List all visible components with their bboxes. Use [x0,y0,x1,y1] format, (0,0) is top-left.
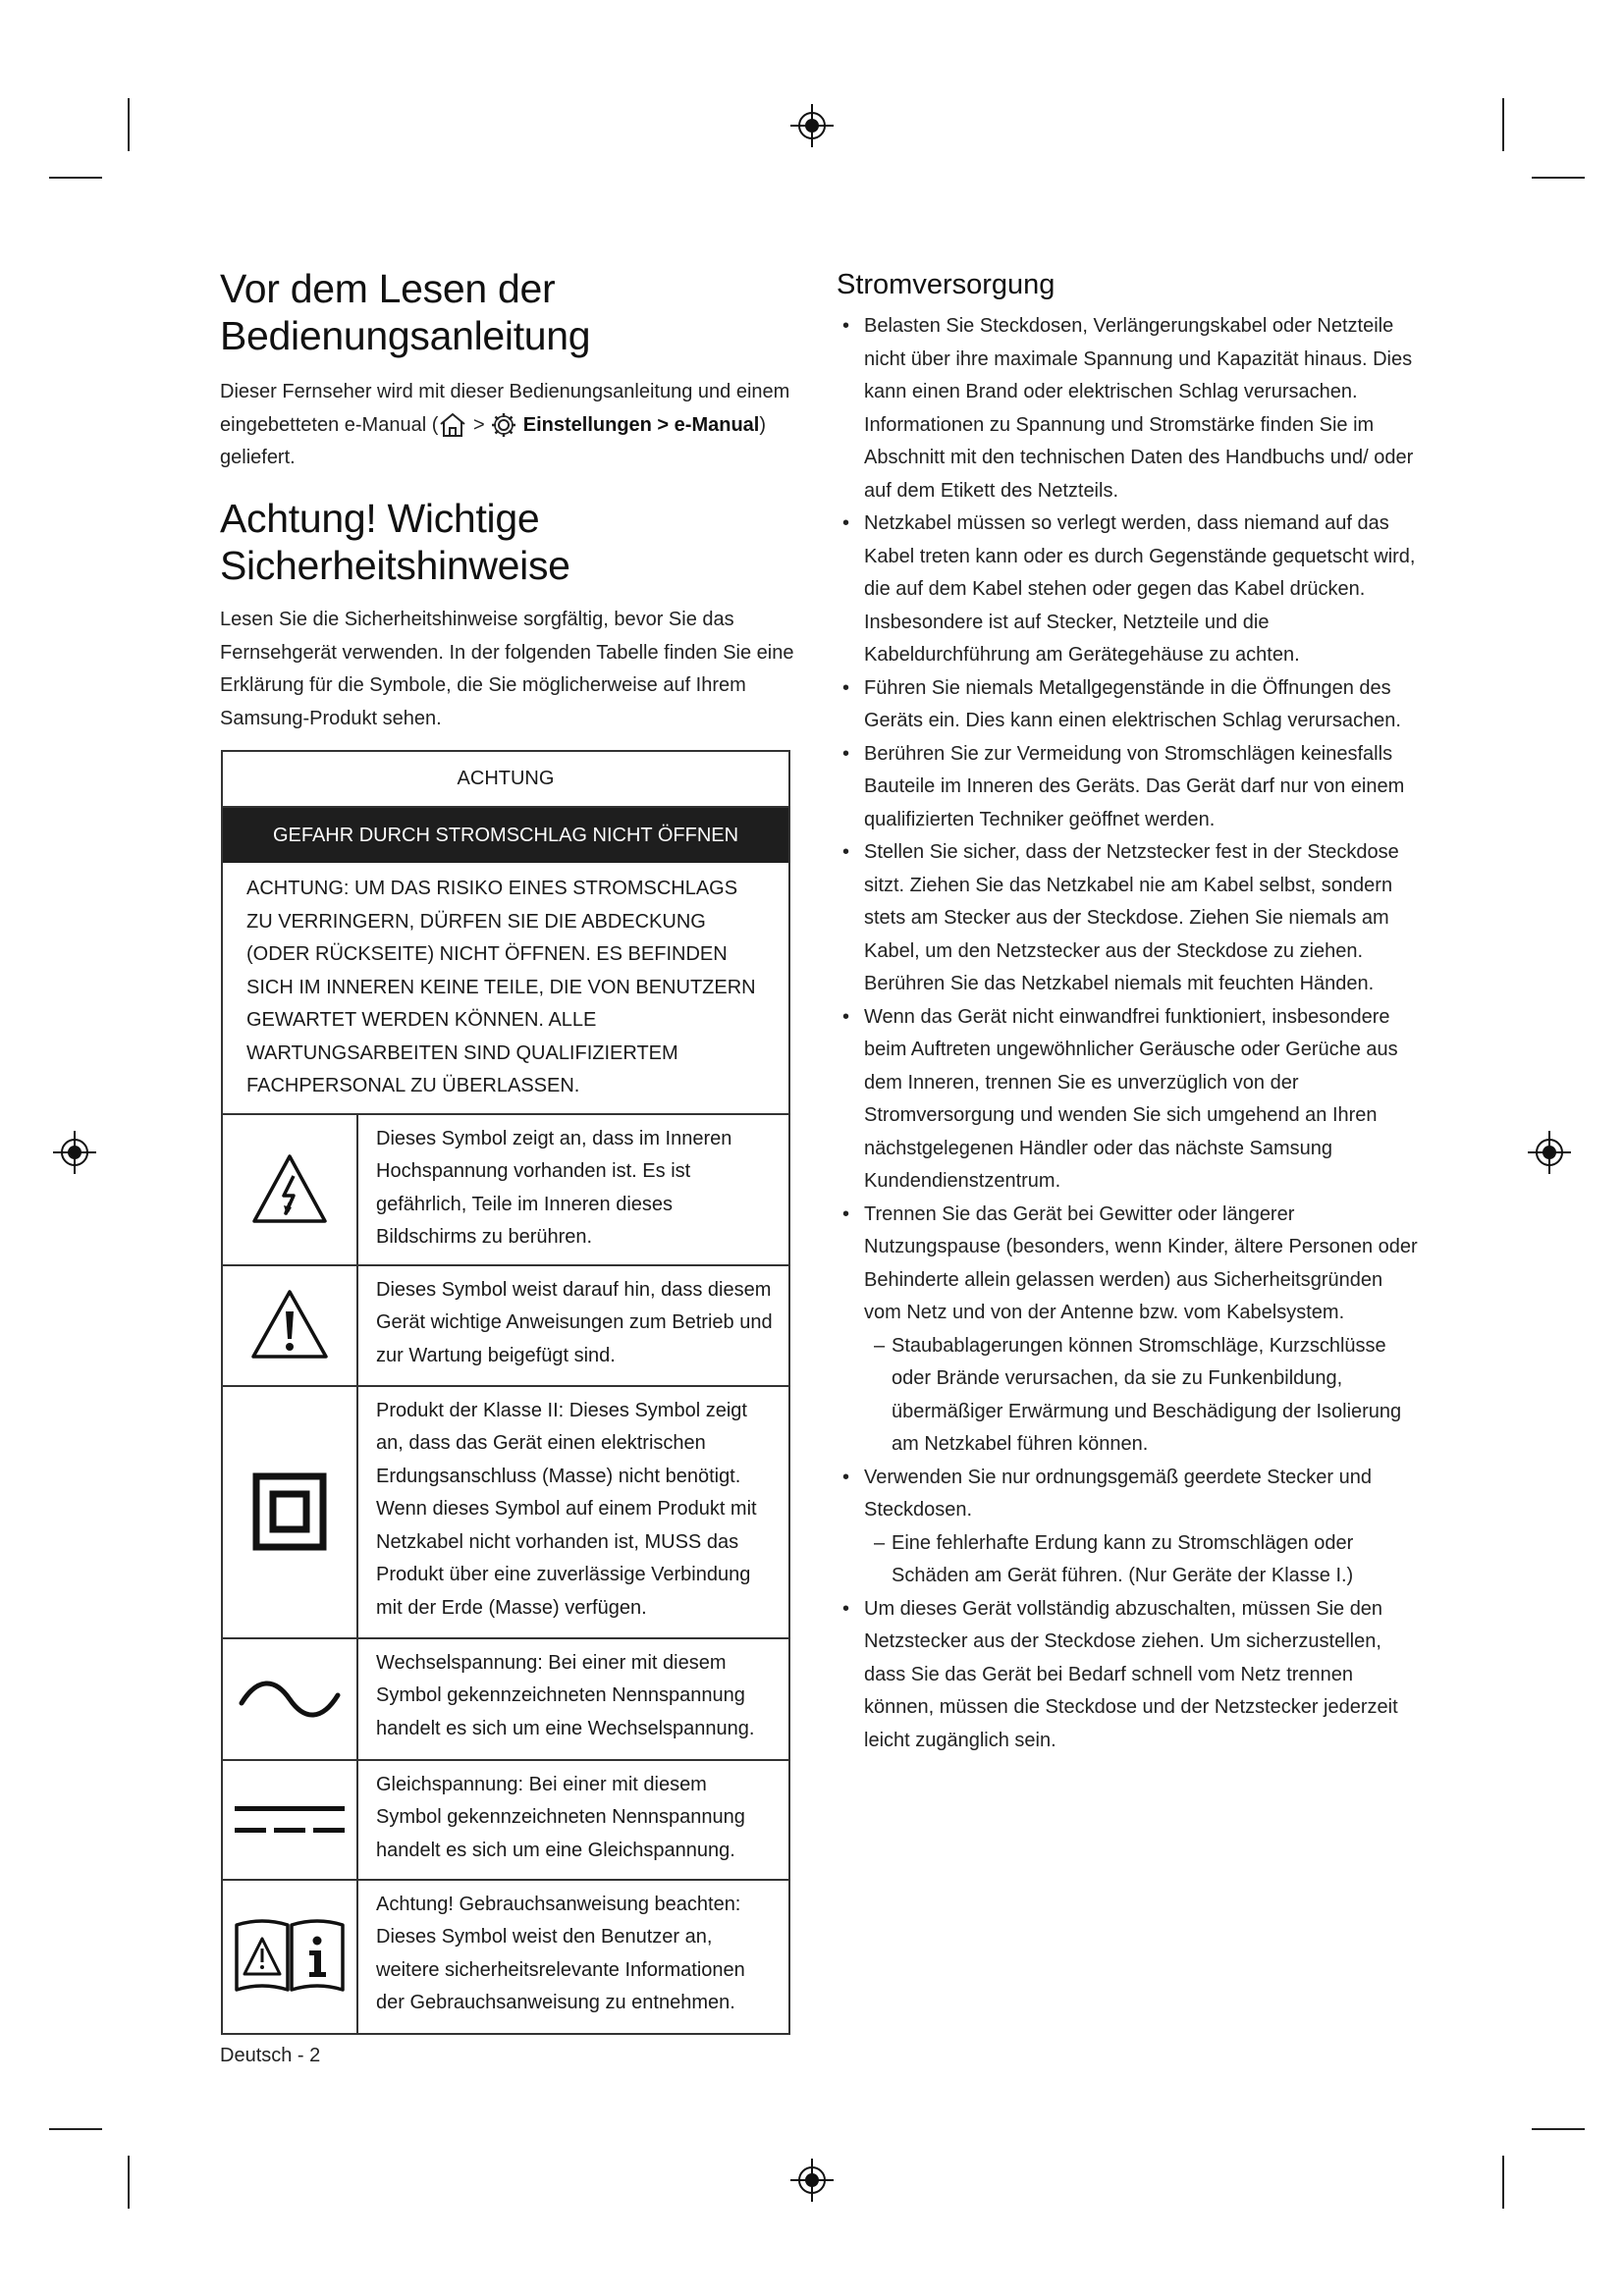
bullet-list [837,310,1420,1757]
power-section [837,267,1426,302]
bullet-text: Berühren Sie zur Vermeidung von Stromschlägen keinesfalls Bauteile im Inneren des Geräts. Das Gerät darf nur von einem qualifizierten Techniker geöffnet werden. [864,742,1405,830]
table-row [223,1387,788,1639]
table-header: ACHTUNG [223,752,788,808]
bullet-text: Führen Sie niemals Metallgegenstände in die Öffnungen des Geräts ein. Dies kann einen elektrischen Schlag verursachen. [864,676,1401,731]
symbol-description: Dieses Symbol zeigt an, dass im Inneren Hochspannung vorhanden ist. Es ist gefährlich, Teile im Inneren dieses Bildschirms zu berühren. [376,1127,732,1248]
registration-mark-icon [790,104,834,147]
symbol-cell [223,1387,358,1637]
table-row [223,1115,788,1266]
registration-mark-icon [53,1131,96,1174]
bullet-text: Um dieses Gerät vollständig abzuschalten, müssen Sie den Netzstecker aus der Steckdose ziehen. Um sicherzustellen, dass Sie das Gerät bei Bedarf schnell vom Netz trennen können, müssen die Steckdose und der Netzstecker jederzeit leicht zugänglich sein. [864,1597,1398,1751]
symbol-description: Gleichspannung: Bei einer mit diesem Symbol gekennzeichneten Nennspannung handelt es sich um eine Gleichspannung. [376,1773,745,1861]
sub-list-item: – Staubablagerungen können Stromschläge, Kurzschlüsse oder Brände verursachen, da sie zu Funkenbildung, übermäßiger Erwärmung und Beschädigung der Isolierung am Netzkabel führen können. [864,1330,1420,1462]
exclamation-triangle-icon [250,1288,329,1362]
list-item [837,1001,1420,1199]
crop-mark [128,98,130,151]
registration-mark-icon [790,2159,834,2202]
crop-mark [1502,2156,1504,2209]
registration-mark-icon [1528,1131,1571,1174]
list-item [837,1593,1420,1758]
crop-mark [1532,177,1585,179]
list-item [837,836,1420,1001]
list-item [837,738,1420,837]
symbol-cell [223,1115,358,1264]
intro-text-end: ) geliefert. [220,413,767,468]
list-item [837,310,1420,507]
safety-symbol-table [221,750,790,2035]
intro-text: Dieser Fernseher wird mit dieser Bedienungsanleitung und einem eingebetteten e-Manual ( [220,381,790,436]
symbol-description: Dieses Symbol weist darauf hin, dass diesem Gerät wichtige Anweisungen zum Betrieb und zur Wartung beigefügt sind. [376,1278,773,1366]
bullet-text: Stellen Sie sicher, dass der Netzstecker fest in der Steckdose sitzt. Ziehen Sie das Netzkabel nie am Kabel selbst, sondern stets am Stecker aus der Steckdose. Ziehen Sie niemals am Kabel, um den Netzstecker aus der Steckdose zu ziehen. Berühren Sie das Netzkabel niemals mit feuchten Händen. [864,841,1399,994]
crop-mark [128,2156,130,2209]
list-item [837,672,1420,738]
symbol-description: Produkt der Klasse II: Dieses Symbol zeigt an, dass das Gerät einen elektrischen Erdungsanschluss (Masse) nicht benötigt. Wenn dieses Symbol auf einem Produkt mit Netzkabel nicht vorhanden ist, MUSS das Produkt über eine zuverlässige Verbindung mit der Erde (Masse) verfügen. [376,1399,757,1619]
list-item [837,507,1420,672]
home-icon [438,411,467,439]
danger-banner: GEFAHR DURCH STROMSCHLAG NICHT ÖFFNEN [223,808,788,863]
crop-mark [1502,98,1504,151]
class-ii-double-square-icon [252,1465,327,1559]
table-row [223,1266,788,1387]
heading-safety: Achtung! Wichtige Sicherheitshinweise [220,496,570,588]
bullet-text: Belasten Sie Steckdosen, Verlängerungskabel oder Netzteile nicht über ihre maximale Spannung und Kapazität hinaus. Dies kann einen Brand oder elektrischen Schlag verursachen. Informationen zu Spannung und Stromstärke finden Sie im Abschnitt mit den technischen Daten des Handbuchs und/ oder auf dem Etikett des Netzteils. [864,315,1414,502]
warning-text: ACHTUNG: UM DAS RISIKO EINES STROMSCHLAGS ZU VERRINGERN, DÜRFEN SIE DIE ABDECKUNG (ODER RÜCKSEITE) NICHT ÖFFNEN. ES BEFINDEN SICH IM INNEREN KEINE TEILE, DIE VON BENUTZERN GEWARTET WERDEN KÖNNEN. ALLE WARTUNGSARBEITEN SIND QUALIFIZIERTEM FACHPERSONAL ZU ÜBERLASSEN. [223,863,788,1115]
high-voltage-icon [250,1150,329,1229]
symbol-description: Achtung! Gebrauchsanweisung beachten: Dieses Symbol weist den Benutzer an, weitere sicherheitsrelevante Informationen der Gebrauchsanweisung zu entnehmen. [376,1893,745,2013]
table-row [223,1761,788,1881]
list-item [837,1462,1420,1593]
sub-list [864,1527,1420,1593]
symbol-description: Wechselspannung: Bei einer mit diesem Symbol gekennzeichneten Nennspannung handelt es sich um eine Wechselspannung. [376,1651,755,1739]
symbol-cell [223,1881,358,2033]
sub-list [864,1330,1420,1462]
menu-separator: > [472,413,485,436]
heading-before-reading: Vor dem Lesen der Bedienungsanleitung [220,266,591,358]
power-bullets [837,310,1420,1757]
ac-voltage-icon [236,1678,344,1721]
heading-power: Stromversorgung [837,269,1056,300]
symbol-cell [223,1639,358,1759]
list-item [837,1199,1420,1462]
bullet-text: Trennen Sie das Gerät bei Gewitter oder längerer Nutzungspause (besonders, wenn Kinder, ältere Personen oder Behinderte allein gelassen werden) aus Sicherheitsgründen vom Netz und von der Antenne bzw. vom Kabelsystem. [864,1202,1418,1323]
before-reading-section [220,265,632,359]
crop-mark [49,2128,102,2130]
bullet-text: Netzkabel müssen so verlegt werden, dass niemand auf das Kabel treten kann oder es durch Gegenstände gequetscht wird, die auf dem Kabel stehen oder gegen das Kabel drücken. Insbesondere ist auf Stecker, Netzteile und die Kabeldurchführung am Gerätegehäuse zu achten. [864,512,1416,666]
sub-list-item: – Eine fehlerhafte Erdung kann zu Stromschlägen oder Schäden am Gerät führen. (Nur Geräte der Klasse I.) [864,1527,1420,1593]
bullet-text: Verwenden Sie nur ordnungsgemäß geerdete Stecker und Steckdosen. [864,1466,1373,1521]
dc-voltage-icon [233,1800,347,1840]
crop-mark [1532,2128,1585,2130]
page-footer: Deutsch - 2 [220,2045,321,2066]
symbol-cell [223,1761,358,1879]
menu-path: Einstellungen > e-Manual [522,413,760,436]
safety-intro: Lesen Sie die Sicherheitshinweise sorgfältig, bevor Sie das Fernsehgerät verwenden. In der folgenden Tabelle finden Sie eine Erklärung für die Symbole, die Sie möglicherweise auf Ihrem Samsung-Produkt sehen. [220,609,794,729]
manual-caution-info-icon [231,1917,349,1996]
symbol-cell [223,1266,358,1385]
crop-mark [49,177,102,179]
table-row [223,1639,788,1761]
intro-paragraph [220,376,809,475]
gear-icon [490,411,517,439]
table-row [223,1881,788,2033]
safety-section [220,495,731,589]
bullet-text: Wenn das Gerät nicht einwandfrei funktioniert, insbesondere beim Auftreten ungewöhnlicher Geräusche oder Gerüche aus dem Inneren, trennen Sie es unverzüglich von der Stromversorgung und wenden Sie sich umgehend an Ihren nächstgelegenen Händler oder das nächste Samsung Kundendienstzentrum. [864,1005,1398,1192]
